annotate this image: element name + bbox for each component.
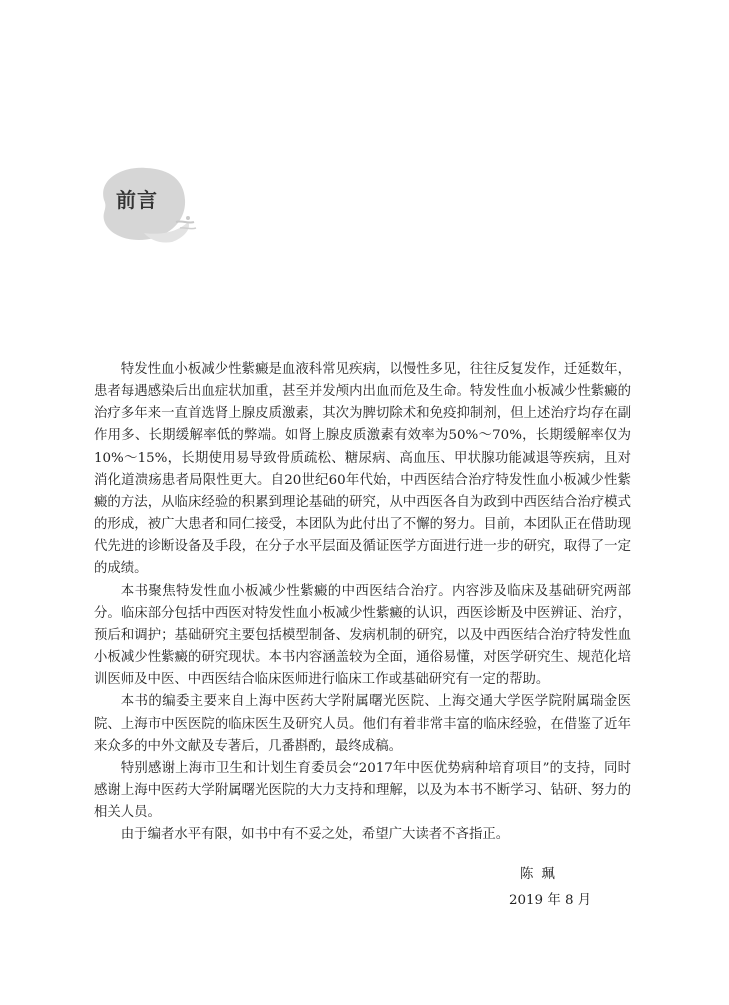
heading-block <box>84 158 204 258</box>
paragraph: 本书聚焦特发性血小板减少性紫癜的中西医结合治疗。内容涉及临床及基础研究两部分。临床部分包括中西医对特发性血小板减少性紫癜的认识，西医诊断及中医辨证、治疗，预后和调护；基础研究主要包括模型制备、发病机制的研究，以及中西医结合治疗特发性血小板减少性紫癜的研究现状。本书内容涵盖较为全面，通俗易懂，对医学研究生、规范化培训医师及中医、中西医结合临床医师进行临床工作或基础研究有一定的帮助。 <box>94 583 631 688</box>
signature-date: 2019 年 8 月 <box>509 893 592 908</box>
preface-body <box>94 359 631 846</box>
author-signature: 陈珮 <box>520 867 563 882</box>
paragraph: 由于编者水平有限，如书中有不妥之处，希望广大读者不吝指正。 <box>120 827 510 843</box>
paragraph: 本书的编委主要来自上海中医药大学附属曙光医院、上海交通大学医学院附属瑞金医院、上海市中医医院的临床医生及研究人员。他们有着非常丰富的临床经验，在借鉴了近年来众多的中外文献及专著后，几番斟酌，最终成稿。 <box>94 694 631 754</box>
paragraph: 特别感谢上海市卫生和计划生育委员会“2017年中医优势病种培育项目”的支持，同时感谢上海中医药大学附属曙光医院的大力支持和理解，以及为本书不断学习、钻研、努力的相关人员。 <box>94 760 631 821</box>
paragraph: 特发性血小板减少性紫癜是血液科常见疾病，以慢性多见，往往反复发作，迁延数年，患者每遇感染后出血症状加重，甚至并发颅内出血而危及生命。特发性血小板减少性紫癜的治疗多年来一直首选肾上腺皮质激素，其次为脾切除术和免疫抑制剂，但上述治疗均存在副作用多、长期缓解率低的弊端。如肾上腺皮质激素有效率为50%～70%，长期缓解率仅为10%～15%，长期使用易导致骨质疏松、糖尿病、高血压、甲状腺功能减退等疾病，且对消化道溃疡患者局限性更大。自20世纪60年代始，中西医结合治疗特发性血小板减少性紫癜的方法，从临床经验的积累到理论基础的研究，从中西医各自为政到中西医结合治疗模式的形成，被广大患者和同仁接受，本团队为此付出了不懈的努力。目前，本团队正在借助现代先进的诊断设备及手段，在分子水平层面及循证医学方面进行进一步的研究，取得了一定的成绩。 <box>94 362 631 577</box>
page-title: 前言 <box>116 188 158 212</box>
